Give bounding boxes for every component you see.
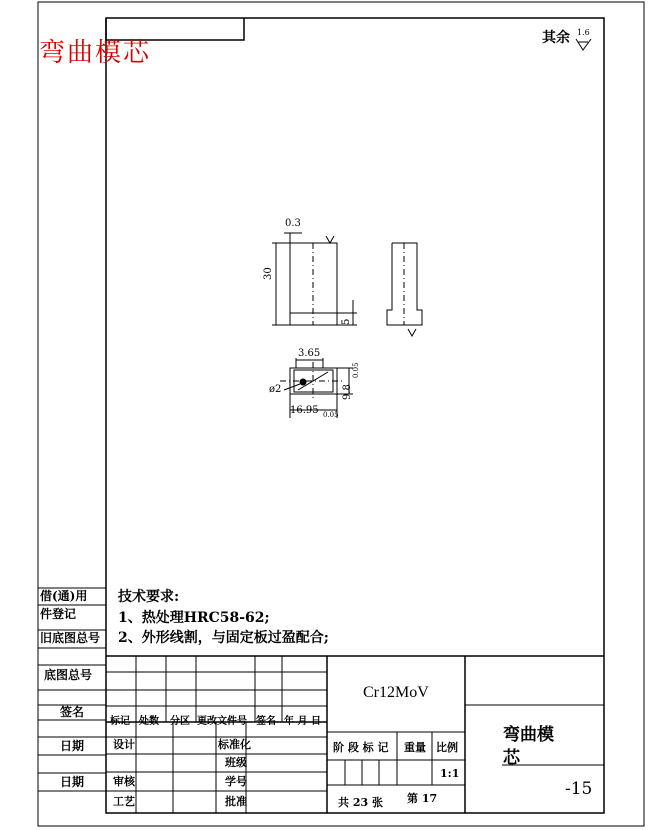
tech-req-heading: 技术要求: (118, 589, 180, 605)
roughness-label: 其余 (542, 30, 570, 46)
rev-h-count: 处数 (139, 716, 159, 727)
dim-16-95-tol: 0.05 (323, 411, 339, 419)
dim-3-65: 3.65 (298, 348, 321, 359)
tb-review: 审核 (113, 775, 135, 788)
tech-req-item-2: 2、外形线割，与固定板过盈配合; (118, 630, 329, 646)
dim-5: 5 (341, 318, 352, 325)
tb-process: 工艺 (113, 795, 135, 808)
dim-9-8-tol: 0.05 (352, 362, 360, 378)
rev-h-zone: 分区 (170, 716, 190, 727)
tb-drawing-no: -15 (565, 779, 593, 799)
tb-scale: 1:1 (440, 767, 460, 780)
tb-material: Cr12MoV (363, 684, 429, 701)
left-reg: 件登记 (40, 607, 77, 621)
outer-border (38, 2, 644, 826)
tb-weight: 重量 (404, 741, 426, 754)
left-borrow: 借(通)用 (40, 589, 88, 603)
dim-0-3: 0.3 (285, 218, 301, 229)
top-title-box (106, 18, 244, 40)
left-base-drawing: 底图总号 (44, 668, 93, 682)
left-sign: 签名 (60, 705, 85, 719)
part-title-red: 弯曲模芯 (39, 38, 152, 68)
tb-total-sheets: 共 23 张 (338, 796, 383, 809)
dim-9-8: 9.8 (342, 384, 353, 400)
tb-stage: 阶 段 标 记 (333, 741, 389, 754)
tb-class: 班级 (225, 756, 247, 769)
dim-16-95: 16.95 (290, 405, 319, 416)
tb-sheet-no: 第 17 (407, 792, 438, 805)
tb-part-name: 弯曲模芯 (503, 725, 554, 768)
rev-h-sign: 签名 (256, 716, 276, 727)
left-date-1: 日期 (60, 739, 85, 753)
dim-dia-2: ø2 (269, 384, 282, 395)
rev-h-date: 年 月 日 (284, 716, 321, 727)
tb-scale-label: 比例 (436, 741, 458, 754)
roughness-value: 1.6 (577, 28, 590, 37)
inner-frame (106, 18, 604, 813)
tb-standard: 标准化 (218, 738, 251, 751)
tech-req-item-1: 1、热处理HRC58-62; (118, 610, 270, 626)
dim-30: 30 (263, 267, 274, 280)
tb-design: 设计 (113, 738, 135, 751)
tb-approve: 批准 (225, 795, 247, 808)
rev-h-mark: 标记 (110, 716, 130, 727)
left-old-drawing: 旧底图总号 (40, 631, 101, 645)
rev-h-docno: 更改文件号 (197, 716, 247, 727)
left-date-2: 日期 (60, 775, 85, 789)
tb-student-no: 学号 (225, 775, 247, 788)
roughness-symbol-icon (575, 38, 593, 52)
